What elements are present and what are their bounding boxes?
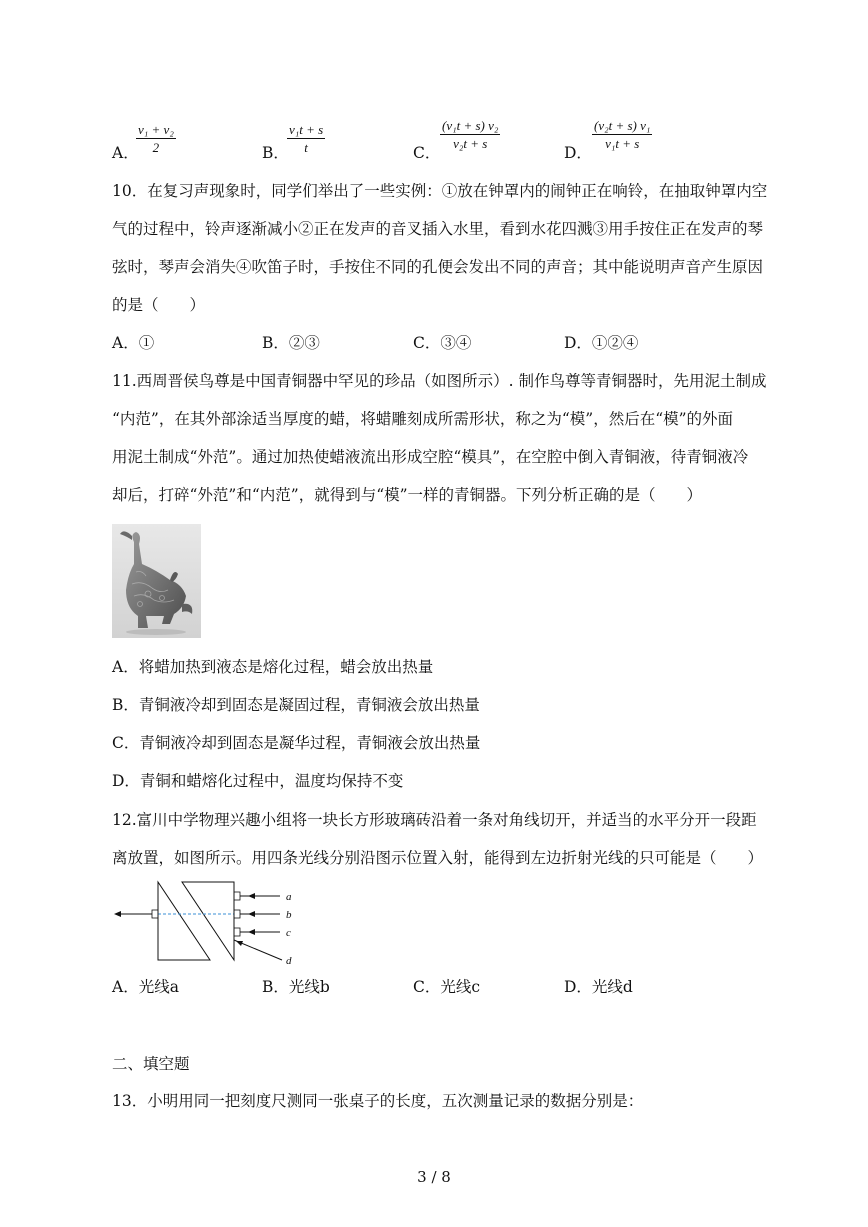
glass-brick-refraction-diagram bbox=[112, 878, 322, 970]
q11-line-4: 却后，打碎“外范”和“内范”，就得到与“模”一样的青铜器。下列分析正确的是（ ） bbox=[112, 486, 703, 504]
right-glass-piece bbox=[182, 882, 234, 960]
page-number: 3 / 8 bbox=[417, 1168, 451, 1186]
refracted-ray-arrow bbox=[114, 911, 121, 917]
q11-line-3: 用泥土制成“外范”。通过加热使蜡液流出形成空腔“模具”，在空腔中倒入青铜液，待青铜液冷 bbox=[112, 448, 749, 466]
q10-line-1: 10．在复习声现象时，同学们举出了一些实例：①放在钟罩内的闹钟正在响铃，在抽取钟罩内空 bbox=[112, 182, 768, 200]
q12-line-2: 离放置，如图所示。用四条光线分别沿图示位置入射，能得到左边折射光线的只可能是（ ） bbox=[112, 849, 764, 867]
q12-line-1: 12.富川中学物理兴趣小组将一块长方形玻璃砖沿着一条对角线切开，并适当的水平分开一段距 bbox=[112, 811, 757, 829]
q12-option-c: C．光线c bbox=[413, 978, 481, 996]
q10-line-4: 的是（ ） bbox=[112, 296, 206, 314]
q9-option-b-denominator: t bbox=[304, 140, 308, 155]
ray-d-arrow bbox=[236, 941, 243, 946]
q9-option-a-numerator: v₁ + v₂ bbox=[138, 122, 174, 137]
q9-option-a-fraction bbox=[136, 122, 176, 156]
q9-option-a-denominator: 2 bbox=[152, 140, 160, 155]
q9-option-d-numerator: (v₂t + s) v₁ bbox=[594, 118, 651, 133]
q9-option-d-denominator: v₁t + s bbox=[605, 136, 640, 151]
q9-option-b-numerator: v₁t + s bbox=[289, 122, 324, 137]
q9-option-b-letter: B． bbox=[262, 144, 289, 162]
q9-option-c-denominator: v₂t + s bbox=[453, 136, 488, 151]
q11-option-a: A．将蜡加热到液态是熔化过程，蜡会放出热量 bbox=[112, 658, 434, 676]
normal-marker-c bbox=[234, 928, 240, 936]
q9-option-c-letter: C． bbox=[413, 144, 441, 162]
ray-a-arrow bbox=[248, 893, 255, 899]
q9-option-d-letter: D． bbox=[564, 144, 592, 162]
q11-line-1: 11.西周晋侯鸟尊是中国青铜器中罕见的珍品（如图所示）. 制作鸟尊等青铜器时，先用泥土制成 bbox=[112, 372, 767, 390]
ray-b-arrow bbox=[248, 911, 255, 917]
q10-line-2: 气的过程中，铃声逐渐减小②正在发声的音叉插入水里，看到水花四溅③用手按住正在发声的琴 bbox=[112, 220, 764, 238]
q11-option-b: B．青铜液冷却到固态是凝固过程，青铜液会放出热量 bbox=[112, 696, 480, 714]
q12-option-d: D．光线d bbox=[564, 978, 633, 996]
left-glass-piece bbox=[158, 882, 210, 960]
normal-marker-a bbox=[234, 892, 240, 900]
bronze-bird-vessel-photo bbox=[112, 524, 201, 638]
q13-line-1: 13．小明用同一把刻度尺测同一张桌子的长度，五次测量记录的数据分别是： bbox=[112, 1092, 644, 1110]
q11-line-2: “内范”，在其外部涂适当厚度的蜡，将蜡雕刻成所需形状，称之为“模”，然后在“模”的外面 bbox=[112, 410, 734, 428]
ray-label-a: a bbox=[286, 891, 292, 903]
q9-option-d-fraction bbox=[592, 118, 652, 152]
ray-label-d: d bbox=[286, 955, 292, 967]
q12-option-a: A．光线a bbox=[112, 978, 179, 996]
normal-marker-b bbox=[234, 910, 240, 918]
ray-label-b: b bbox=[286, 909, 292, 921]
q10-option-c: C．③④ bbox=[413, 334, 472, 352]
q9-option-c-numerator: (v₁t + s) v₂ bbox=[442, 118, 499, 133]
q11-option-d: D．青铜和蜡熔化过程中，温度均保持不变 bbox=[112, 772, 404, 790]
q9-option-a-letter: A． bbox=[112, 144, 139, 162]
q12-option-b: B．光线b bbox=[262, 978, 330, 996]
q10-option-b: B．②③ bbox=[262, 334, 320, 352]
section-title-fill-in: 二、填空题 bbox=[112, 1055, 190, 1073]
q9-option-c-fraction bbox=[440, 118, 500, 152]
q10-line-3: 弦时，琴声会消失④吹笛子时，手按住不同的孔便会发出不同的声音；其中能说明声音产生原因 bbox=[112, 258, 764, 276]
ray-label-c: c bbox=[286, 927, 291, 939]
q11-option-c: C．青铜液冷却到固态是凝华过程，青铜液会放出热量 bbox=[112, 734, 481, 752]
q10-option-d: D．①②④ bbox=[564, 334, 639, 352]
q9-option-b-fraction bbox=[287, 122, 325, 156]
normal-marker-left bbox=[152, 910, 158, 918]
q10-option-a: A．① bbox=[112, 334, 155, 352]
ray-c-arrow bbox=[248, 929, 255, 935]
